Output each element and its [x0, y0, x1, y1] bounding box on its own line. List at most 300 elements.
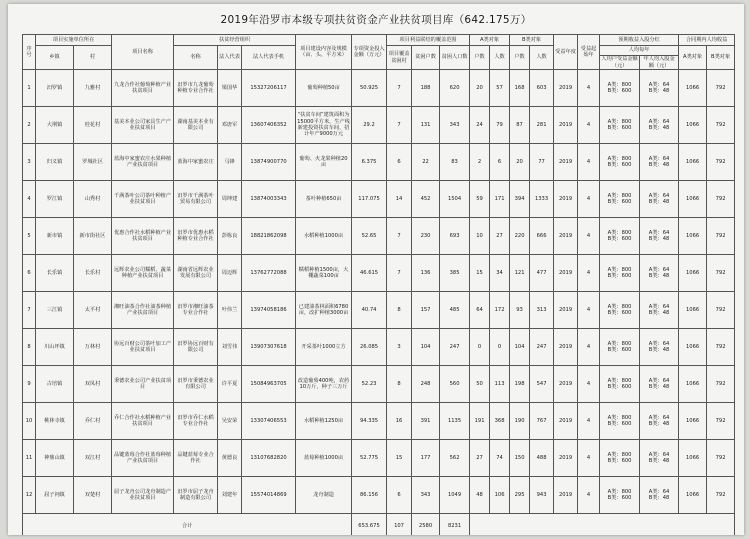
cell-org: 蓝海中家蜜农庄	[174, 144, 218, 181]
header-b-people: 人数	[530, 46, 554, 70]
cell-phone: 13307406553	[242, 403, 296, 440]
cell-amount: A类：800 B类：600	[600, 477, 640, 514]
cell-by: 2019	[554, 329, 578, 366]
cell-legal: 周迈辉	[218, 255, 242, 292]
cell-bp: 943	[530, 477, 554, 514]
table-row	[23, 403, 735, 440]
cell-ch: 391	[412, 403, 440, 440]
cell-bp: 767	[530, 403, 554, 440]
cell-village: 桂花村	[74, 107, 112, 144]
cell-village: 山秀村	[74, 181, 112, 218]
cell-share: A类：64 B类：48	[640, 440, 679, 477]
cell-content: 龙舟制造	[296, 477, 352, 514]
cell-bh: 93	[510, 292, 530, 329]
table-body	[23, 70, 735, 536]
cell-project: 乔仁合作社水稻种植产业扶贫项目	[112, 403, 174, 440]
cell-content: 水稻种植1250亩	[296, 403, 352, 440]
cell-cp: 693	[440, 218, 470, 255]
cell-project: 品键蓝莓合作社蓝莓种植产业扶贫项目	[112, 440, 174, 477]
cell-amount: A类：800 B类：600	[600, 440, 640, 477]
cell-cv: 6	[387, 477, 412, 514]
cell-b: 792	[707, 329, 735, 366]
cell-bh: 220	[510, 218, 530, 255]
total-cover-people: 8231	[440, 514, 470, 536]
cell-ah: 50	[470, 366, 490, 403]
cell-ap: 171	[490, 181, 510, 218]
cell-fund: 52.23	[352, 366, 387, 403]
cell-a: 1066	[679, 107, 707, 144]
cell-ah: 10	[470, 218, 490, 255]
cell-bp: 247	[530, 329, 554, 366]
cell-village: 万林村	[74, 329, 112, 366]
cell-ch: 188	[412, 70, 440, 107]
cell-sy: 4	[578, 70, 600, 107]
cell-org: 汨罗市九龙葡萄种植专业合作社	[174, 70, 218, 107]
cell-amount: A类：800 B类：600	[600, 107, 640, 144]
cell-a: 1066	[679, 329, 707, 366]
cell-amount: A类：800 B类：600	[600, 366, 640, 403]
cell-project: 基美本业公司家具生产产业扶贫项目	[112, 107, 174, 144]
cell-amount: A类：800 B类：600	[600, 292, 640, 329]
cell-legal: 刘雪伟	[218, 329, 242, 366]
cell-cp: 1135	[440, 403, 470, 440]
cell-town: 桃林寺镇	[36, 403, 74, 440]
cell-cp: 620	[440, 70, 470, 107]
cell-cp: 485	[440, 292, 470, 329]
cell-ah: 20	[470, 70, 490, 107]
table-row	[23, 181, 735, 218]
cell-amount: A类：800 B类：600	[600, 329, 640, 366]
header-project-name: 项目名称	[112, 35, 174, 70]
cell-ah: 27	[470, 440, 490, 477]
cell-org: 汨罗市秉德农业有限公司	[174, 366, 218, 403]
cell-project: 协远百财公司茶叶加工产业扶贫项目	[112, 329, 174, 366]
table-row	[23, 292, 735, 329]
header-contract-b: B类对象	[707, 46, 735, 70]
cell-amount: A类：800 B类：600	[600, 70, 640, 107]
cell-project: 优惠合作社水稻种植产业扶贫项目	[112, 218, 174, 255]
cell-bp: 477	[530, 255, 554, 292]
cell-b: 792	[707, 218, 735, 255]
cell-phone: 13107682820	[242, 440, 296, 477]
cell-ah: 15	[470, 255, 490, 292]
cell-legal: 梁国华	[218, 70, 242, 107]
cell-content: 葡萄、火龙果种植20亩	[296, 144, 352, 181]
cell-ap: 172	[490, 292, 510, 329]
cell-by: 2019	[554, 403, 578, 440]
cell-a: 1066	[679, 218, 707, 255]
cell-by: 2019	[554, 440, 578, 477]
cell-sy: 4	[578, 366, 600, 403]
cell-town: 罗江镇	[36, 181, 74, 218]
cell-content: 已建油茶林面积6780亩，改扩种植3000亩	[296, 292, 352, 329]
cell-cp: 560	[440, 366, 470, 403]
cell-town: 归义镇	[36, 144, 74, 181]
cell-content: 改造葡萄400吨，农药10万斤，种子三万斤	[296, 366, 352, 403]
cell-sy: 4	[578, 329, 600, 366]
cell-by: 2019	[554, 107, 578, 144]
cell-phone: 13874003343	[242, 181, 296, 218]
cell-no: 5	[23, 218, 36, 255]
header-org-name: 名称	[174, 46, 218, 70]
cell-org: 汨罗市千满茶叶贸易有限公司	[174, 181, 218, 218]
cell-cp: 83	[440, 144, 470, 181]
cell-a: 1066	[679, 403, 707, 440]
cell-fund: 6.375	[352, 144, 387, 181]
cell-town: 屈子祠镇	[36, 477, 74, 514]
cell-legal: 马锋	[218, 144, 242, 181]
cell-cp: 1049	[440, 477, 470, 514]
cell-content: 葡萄种植50亩	[296, 70, 352, 107]
cell-no: 8	[23, 329, 36, 366]
cell-bp: 281	[530, 107, 554, 144]
cell-legal: 邓唐军	[218, 107, 242, 144]
cell-share: A类：64 B类：48	[640, 477, 679, 514]
cell-legal: 刘建年	[218, 477, 242, 514]
cell-by: 2019	[554, 181, 578, 218]
cell-no: 11	[23, 440, 36, 477]
cell-bp: 603	[530, 70, 554, 107]
cell-b: 792	[707, 403, 735, 440]
cell-town: 大荆镇	[36, 107, 74, 144]
cell-org: 汨罗市优惠水稻种植专业合作社	[174, 218, 218, 255]
cell-ap: 27	[490, 218, 510, 255]
cell-cv: 7	[387, 255, 412, 292]
cell-share: A类：64 B类：48	[640, 366, 679, 403]
header-content: 项目建设内容及规模（亩、头、平方米）	[296, 35, 352, 70]
cell-by: 2019	[554, 144, 578, 181]
cell-cv: 8	[387, 366, 412, 403]
cell-cv: 14	[387, 181, 412, 218]
cell-a: 1066	[679, 144, 707, 181]
cell-ah: 24	[470, 107, 490, 144]
cell-phone: 15574014869	[242, 477, 296, 514]
cell-legal: 叶伟兰	[218, 292, 242, 329]
cell-bh: 295	[510, 477, 530, 514]
cell-b: 792	[707, 477, 735, 514]
cell-bh: 87	[510, 107, 530, 144]
cell-a: 1066	[679, 366, 707, 403]
cell-by: 2019	[554, 218, 578, 255]
cell-phone: 18821862098	[242, 218, 296, 255]
cell-ch: 177	[412, 440, 440, 477]
header-b-obj: B类对象	[510, 35, 554, 46]
table-row	[23, 218, 735, 255]
header-benefit-year: 受益年度	[554, 35, 578, 70]
cell-fund: 26.085	[352, 329, 387, 366]
cell-bh: 20	[510, 144, 530, 181]
cell-ap: 6	[490, 144, 510, 181]
cell-share: A类：64 B类：48	[640, 144, 679, 181]
cell-village: 双江村	[74, 440, 112, 477]
header-contract: 合同期内人均收益	[679, 35, 735, 46]
cell-no: 4	[23, 181, 36, 218]
cell-ap: 106	[490, 477, 510, 514]
cell-phone: 13874900770	[242, 144, 296, 181]
cell-town: 川山坪镇	[36, 329, 74, 366]
cell-b: 792	[707, 107, 735, 144]
cell-ch: 157	[412, 292, 440, 329]
cell-cv: 7	[387, 107, 412, 144]
header-a-obj: A类对象	[470, 35, 510, 46]
cell-cv: 15	[387, 440, 412, 477]
cell-fund: 46.615	[352, 255, 387, 292]
cell-project: 湘旺油茶合作社油茶种植产业扶贫项目	[112, 292, 174, 329]
cell-share: A类：64 B类：48	[640, 70, 679, 107]
cell-ch: 136	[412, 255, 440, 292]
cell-b: 792	[707, 70, 735, 107]
cell-fund: 50.925	[352, 70, 387, 107]
total-cover-villages: 107	[387, 514, 412, 536]
cell-cv: 3	[387, 329, 412, 366]
cell-ah: 191	[470, 403, 490, 440]
cell-village: 九雅村	[74, 70, 112, 107]
cell-cv: 16	[387, 403, 412, 440]
cell-fund: 94.335	[352, 403, 387, 440]
cell-b: 792	[707, 440, 735, 477]
cell-phone: 13907307618	[242, 329, 296, 366]
total-row	[23, 514, 735, 536]
cell-a: 1066	[679, 292, 707, 329]
cell-ah: 2	[470, 144, 490, 181]
cell-bh: 121	[510, 255, 530, 292]
table-row	[23, 477, 735, 514]
project-table	[22, 34, 735, 535]
cell-content: 蓝莓种植1000亩	[296, 440, 352, 477]
cell-org: 湖南基美本业有限公司	[174, 107, 218, 144]
header-start-year: 受益起始年	[578, 35, 600, 70]
cell-phone: 13762772088	[242, 255, 296, 292]
cell-a: 1066	[679, 477, 707, 514]
cell-ch: 131	[412, 107, 440, 144]
cell-ap: 74	[490, 440, 510, 477]
cell-content: 茶叶种植650亩	[296, 181, 352, 218]
cell-content: “扶贫车间”建筑面积为15000平方米，生产线新建投资扶贫车间，招计年产9000万元	[296, 107, 352, 144]
cell-village: 乔仁村	[74, 403, 112, 440]
cell-bp: 313	[530, 292, 554, 329]
cell-by: 2019	[554, 292, 578, 329]
cell-cp: 385	[440, 255, 470, 292]
cell-phone: 15327206117	[242, 70, 296, 107]
document-page	[8, 4, 744, 535]
cell-share: A类：64 B类：48	[640, 255, 679, 292]
cell-share: A类：64 B类：48	[640, 218, 679, 255]
cell-cp: 343	[440, 107, 470, 144]
cell-town: 古培镇	[36, 366, 74, 403]
cell-ap: 57	[490, 70, 510, 107]
cell-ch: 248	[412, 366, 440, 403]
cell-ch: 104	[412, 329, 440, 366]
cell-cv: 7	[387, 70, 412, 107]
cell-legal: 吴安荣	[218, 403, 242, 440]
cell-town: 汨罗镇	[36, 70, 74, 107]
cell-legal: 黄德良	[218, 440, 242, 477]
cell-legal: 周坤建	[218, 181, 242, 218]
header-scope: 项目利益联结的覆盖范围	[387, 35, 470, 46]
cell-by: 2019	[554, 477, 578, 514]
cell-no: 7	[23, 292, 36, 329]
cell-bh: 150	[510, 440, 530, 477]
header-a-households: 户数	[470, 46, 490, 70]
cell-ap: 34	[490, 255, 510, 292]
header-cover-households: 贫困户数	[412, 46, 440, 70]
cell-ap: 79	[490, 107, 510, 144]
cell-no: 1	[23, 70, 36, 107]
cell-fund: 40.74	[352, 292, 387, 329]
header-legal: 法人代表	[218, 46, 242, 70]
cell-project: 千满茶叶公司茶叶种植产业扶贫项目	[112, 181, 174, 218]
cell-org: 汨罗协远百财有限公司	[174, 329, 218, 366]
header-per-person: 年人均入股金额（元）	[640, 56, 679, 70]
cell-no: 6	[23, 255, 36, 292]
header-a-people: 人数	[490, 46, 510, 70]
cell-no: 12	[23, 477, 36, 514]
cell-village: 双凤村	[74, 366, 112, 403]
cell-share: A类：64 B类：48	[640, 107, 679, 144]
cell-bp: 488	[530, 440, 554, 477]
cell-sy: 4	[578, 477, 600, 514]
cell-no: 10	[23, 403, 36, 440]
cell-legal: 许平夏	[218, 366, 242, 403]
header-income: 预期收益入股分红	[600, 35, 679, 46]
cell-fund: 86.156	[352, 477, 387, 514]
cell-no: 9	[23, 366, 36, 403]
cell-amount: A类：800 B类：600	[600, 403, 640, 440]
cell-project: 远辉农业公司糯稻、蔬菜种植产业扶贫项目	[112, 255, 174, 292]
cell-share: A类：64 B类：48	[640, 181, 679, 218]
cell-sy: 4	[578, 107, 600, 144]
table-row	[23, 329, 735, 366]
cell-cp: 562	[440, 440, 470, 477]
cell-org: 品键蓝莓专业合作社	[174, 440, 218, 477]
cell-cp: 247	[440, 329, 470, 366]
cell-sy: 4	[578, 403, 600, 440]
cell-amount: A类：800 B类：600	[600, 218, 640, 255]
cell-village: 长乐村	[74, 255, 112, 292]
cell-project: 九龙合作社葡萄种植产业扶贫项目	[112, 70, 174, 107]
cell-ch: 230	[412, 218, 440, 255]
header-contract-a: A类对象	[679, 46, 707, 70]
cell-town: 神鼎山镇	[36, 440, 74, 477]
cell-b: 792	[707, 366, 735, 403]
cell-sy: 4	[578, 440, 600, 477]
cell-sy: 4	[578, 255, 600, 292]
header-cover-people: 贫困人口数	[440, 46, 470, 70]
cell-by: 2019	[554, 70, 578, 107]
cell-org: 汨罗市屈子龙舟制造有限公司	[174, 477, 218, 514]
cell-bh: 394	[510, 181, 530, 218]
header-location: 项目实施单位所在	[36, 35, 112, 46]
table-row	[23, 255, 735, 292]
cell-ah: 64	[470, 292, 490, 329]
cell-a: 1066	[679, 255, 707, 292]
cell-village: 双楚村	[74, 477, 112, 514]
table-row	[23, 440, 735, 477]
cell-content: 糯稻种植1500亩，大棚蔬菜100亩	[296, 255, 352, 292]
cell-org: 汨罗市湘旺油茶专业合作社	[174, 292, 218, 329]
cell-ap: 0	[490, 329, 510, 366]
cell-ah: 59	[470, 181, 490, 218]
cell-cv: 6	[387, 144, 412, 181]
table-row	[23, 107, 735, 144]
document-title: 2019年沿罗市本级专项扶贫资金产业扶贫项目库（642.175万）	[220, 14, 532, 26]
table-row	[23, 144, 735, 181]
header-cover-villages: 项目覆盖贫困村	[387, 46, 412, 70]
cell-bh: 198	[510, 366, 530, 403]
cell-by: 2019	[554, 255, 578, 292]
cell-fund: 52.65	[352, 218, 387, 255]
cell-sy: 4	[578, 181, 600, 218]
cell-phone: 13607406352	[242, 107, 296, 144]
cell-legal: 彭栋良	[218, 218, 242, 255]
cell-town: 三江镇	[36, 292, 74, 329]
cell-project: 屈子龙舟公司龙舟制造产业扶贫项目	[112, 477, 174, 514]
cell-org: 汨罗市乔仁水稻专业合作社	[174, 403, 218, 440]
cell-amount: A类：800 B类：600	[600, 144, 640, 181]
cell-ch: 343	[412, 477, 440, 514]
cell-project: 秉德农业公司产业扶贫项目	[112, 366, 174, 403]
header-per-year: 人均每年	[600, 46, 679, 56]
cell-share: A类：64 B类：48	[640, 292, 679, 329]
cell-bp: 1333	[530, 181, 554, 218]
cell-ap: 368	[490, 403, 510, 440]
cell-bp: 77	[530, 144, 554, 181]
cell-no: 2	[23, 107, 36, 144]
cell-bh: 190	[510, 403, 530, 440]
cell-bh: 104	[510, 329, 530, 366]
cell-project: 蓝海中家蜜农庄水果种植产业扶贫项目	[112, 144, 174, 181]
cell-a: 1066	[679, 440, 707, 477]
table-row	[23, 366, 735, 403]
total-fund: 653.675	[352, 514, 387, 536]
cell-ap: 113	[490, 366, 510, 403]
cell-phone: 15084963705	[242, 366, 296, 403]
header-b-households: 户数	[510, 46, 530, 70]
cell-town: 新市镇	[36, 218, 74, 255]
cell-b: 792	[707, 181, 735, 218]
header-fund: 专项资金投入金额（万元）	[352, 35, 387, 70]
cell-share: A类：64 B类：48	[640, 403, 679, 440]
cell-cv: 8	[387, 292, 412, 329]
total-cover-households: 2580	[412, 514, 440, 536]
cell-share: A类：64 B类：48	[640, 329, 679, 366]
cell-fund: 29.2	[352, 107, 387, 144]
cell-ch: 22	[412, 144, 440, 181]
total-empty	[470, 514, 735, 536]
cell-town: 长乐镇	[36, 255, 74, 292]
cell-by: 2019	[554, 366, 578, 403]
total-label: 合计	[23, 514, 352, 536]
cell-b: 792	[707, 144, 735, 181]
cell-bp: 547	[530, 366, 554, 403]
cell-fund: 52.775	[352, 440, 387, 477]
cell-phone: 13974058186	[242, 292, 296, 329]
cell-sy: 4	[578, 144, 600, 181]
cell-ah: 48	[470, 477, 490, 514]
cell-no: 3	[23, 144, 36, 181]
table-row	[23, 70, 735, 107]
header-town: 乡镇	[36, 46, 74, 70]
cell-fund: 117.075	[352, 181, 387, 218]
header-seq: 序号	[23, 35, 36, 70]
cell-amount: A类：800 B类：600	[600, 181, 640, 218]
cell-a: 1066	[679, 70, 707, 107]
cell-village: 罗城社区	[74, 144, 112, 181]
cell-ah: 0	[470, 329, 490, 366]
header-org: 扶贫经营组织	[174, 35, 296, 46]
header-village: 村	[74, 46, 112, 70]
cell-b: 792	[707, 292, 735, 329]
